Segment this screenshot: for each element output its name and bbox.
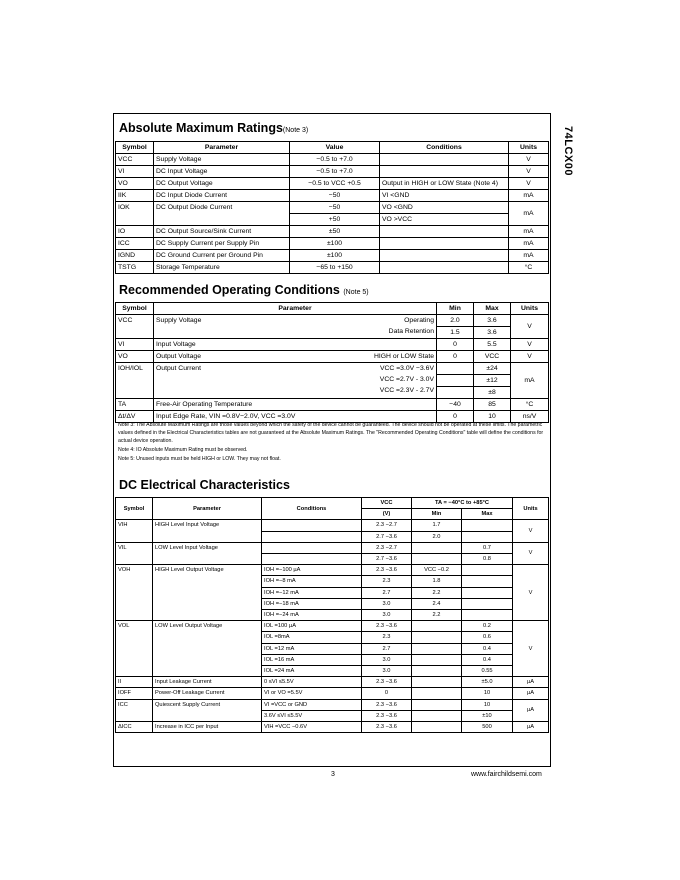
side-part-label: 74LCX00 <box>562 126 574 176</box>
table-cell: 0 <box>437 351 474 363</box>
table-cell: ±100 <box>290 250 380 262</box>
table-cell: 0.55 <box>462 666 513 677</box>
table-cell: mA <box>509 226 549 238</box>
notes <box>118 421 548 464</box>
table-row <box>116 363 549 375</box>
table-cell: VO >VCC <box>380 214 509 226</box>
table-cell: 0.7 <box>462 542 513 553</box>
table-header: Symbol <box>116 142 154 154</box>
table-cell: V <box>513 520 549 542</box>
dc-header: Parameter <box>153 498 262 520</box>
table-cell: 3.0 <box>362 666 412 677</box>
table-cell: IOL =24 mA <box>262 666 362 677</box>
dc-title: DC Electrical Characteristics <box>119 478 290 492</box>
table-cell: °C <box>511 399 549 411</box>
table-cell: V <box>513 621 549 677</box>
table-row <box>116 238 549 250</box>
table-cell: LOW Level Output Voltage <box>153 621 262 677</box>
table-cell: 2.3 −3.6 <box>362 722 412 733</box>
table-cell: mA <box>509 190 549 202</box>
table-cell <box>462 587 513 598</box>
table-cell: VO <box>116 178 154 190</box>
table-cell: 2.3 −3.6 <box>362 710 412 721</box>
note-4: Note 4: IO Absolute Maximum Rating must be observed. <box>118 447 248 453</box>
table-cell: 0.2 <box>462 621 513 632</box>
table-cell: IO <box>116 226 154 238</box>
table-cell <box>380 262 509 274</box>
amr-table <box>115 141 549 274</box>
table-cell: 500 <box>462 722 513 733</box>
table-cell: ±10 <box>462 710 513 721</box>
table-cell: VCC <box>474 351 511 363</box>
table-row <box>116 351 549 363</box>
table-header: Max <box>474 303 511 315</box>
table-cell: ±24 <box>474 363 511 375</box>
table-cell: µA <box>513 677 549 688</box>
table-cell: IGND <box>116 250 154 262</box>
table-cell <box>380 238 509 250</box>
table-cell <box>462 565 513 576</box>
table-cell: 2.7 −3.6 <box>362 531 412 542</box>
table-cell: 3.0 <box>362 654 412 665</box>
table-cell: 10 <box>462 688 513 699</box>
table-cell: 0 <box>362 688 412 699</box>
table-cell: 0.4 <box>462 654 513 665</box>
table-cell: VCC <box>116 154 154 166</box>
table-cell <box>462 520 513 531</box>
dc-header: TA = −40°C to +85°C <box>412 498 513 509</box>
table-cell: II <box>116 677 153 688</box>
table-cell: HIGH Level Input Voltage <box>153 520 262 542</box>
table-cell <box>412 621 462 632</box>
table-cell: Storage Temperature <box>154 262 290 274</box>
table-header: Value <box>290 142 380 154</box>
table-cell: −0.5 to +7.0 <box>290 166 380 178</box>
roc-title: Recommended Operating Conditions (Note 5) <box>119 283 369 297</box>
table-cell: °C <box>509 262 549 274</box>
table-header: Symbol <box>116 303 154 315</box>
table-header: Parameter <box>154 303 437 315</box>
table-cell: µA <box>513 688 549 699</box>
param-condition: HIGH or LOW State <box>373 353 434 360</box>
table-cell: ±50 <box>290 226 380 238</box>
table-cell <box>462 610 513 621</box>
table-cell: 3.6 <box>474 315 511 327</box>
table-cell <box>412 677 462 688</box>
table-cell: V <box>511 339 549 351</box>
dc-header: Max <box>462 509 513 520</box>
param-label: Input Edge Rate, VIN =0.8V−2.0V, VCC =3.0V <box>156 413 296 420</box>
table-cell: VIH <box>116 520 153 542</box>
table-cell: 3.0 <box>362 610 412 621</box>
table-row <box>116 154 549 166</box>
table-cell: ±100 <box>290 238 380 250</box>
table-row <box>116 339 549 351</box>
table-cell: IOH =−8 mA <box>262 576 362 587</box>
table-row <box>116 565 549 576</box>
table-cell <box>262 531 362 542</box>
table-cell: Supply Voltage <box>154 154 290 166</box>
amr-title: Absolute Maximum Ratings(Note 3) <box>119 121 309 135</box>
table-cell: V <box>513 565 549 621</box>
table-row <box>116 621 549 632</box>
table-cell: ns/V <box>511 411 549 423</box>
table-cell: VI <box>116 339 154 351</box>
table-cell <box>412 632 462 643</box>
table-row <box>116 262 549 274</box>
table-row <box>116 677 549 688</box>
table-row <box>116 178 549 190</box>
param-label: Output Voltage <box>156 353 201 360</box>
table-cell <box>380 166 509 178</box>
table-cell <box>437 387 474 399</box>
table-cell: 2.3 <box>362 576 412 587</box>
table-cell: −50 <box>290 190 380 202</box>
table-cell: mA <box>511 363 549 399</box>
table-row <box>116 520 549 531</box>
table-cell: VIH =VCC −0.6V <box>262 722 362 733</box>
table-cell <box>462 576 513 587</box>
table-cell: 3.6 <box>474 327 511 339</box>
page-number: 3 <box>331 771 335 778</box>
table-row <box>116 699 549 710</box>
table-cell: DC Output Voltage <box>154 178 290 190</box>
table-cell: IOL =8mA <box>262 632 362 643</box>
dc-header: Conditions <box>262 498 362 520</box>
table-cell: 3.6V ≤VI ≤5.5V <box>262 710 362 721</box>
dc-header: Units <box>513 498 549 520</box>
dc-header: Min <box>412 509 462 520</box>
table-header: Min <box>437 303 474 315</box>
param-label: Free-Air Operating Temperature <box>156 401 253 408</box>
table-cell <box>154 351 437 363</box>
table-cell: V <box>509 178 549 190</box>
table-cell <box>154 315 437 339</box>
table-cell: VOL <box>116 621 153 677</box>
roc-table <box>115 302 549 423</box>
table-cell: 85 <box>474 399 511 411</box>
table-cell: IOH =−18 mA <box>262 598 362 609</box>
table-cell: VIL <box>116 542 153 564</box>
param-condition: Operating <box>404 317 434 324</box>
table-cell: TA <box>116 399 154 411</box>
table-cell: 2.7 <box>362 643 412 654</box>
table-cell: DC Supply Current per Supply Pin <box>154 238 290 250</box>
table-row <box>116 166 549 178</box>
table-cell: 0 <box>437 411 474 423</box>
table-cell: ΔICC <box>116 722 153 733</box>
table-cell: µA <box>513 722 549 733</box>
dc-header: (V) <box>362 509 412 520</box>
note-3: Note 3: The Absolute Maximum Ratings are those values beyond which the safety of the device cannot be guaranteed. The device should not be operated at these limits. The parametric values defined in the Electrical Characteristics tables are not guaranteed at the Absolute Maximum Ratings. The "Recommended Operating Conditions" table will define the conditions for actual device operation. <box>118 422 544 444</box>
table-cell <box>412 542 462 553</box>
table-cell: IOH =−24 mA <box>262 610 362 621</box>
param-condition: VCC =3.0V −3.6V <box>379 365 434 372</box>
table-cell <box>262 554 362 565</box>
table-cell: V <box>509 166 549 178</box>
table-cell: IOK <box>116 202 154 226</box>
table-cell: V <box>511 351 549 363</box>
table-row <box>116 688 549 699</box>
table-cell: mA <box>509 250 549 262</box>
table-cell <box>412 654 462 665</box>
table-cell: VO <box>116 351 154 363</box>
table-cell: 0.4 <box>462 643 513 654</box>
table-cell <box>462 598 513 609</box>
table-cell: 2.2 <box>412 610 462 621</box>
table-cell: 2.7 <box>362 587 412 598</box>
table-cell <box>437 363 474 375</box>
footer-site: www.fairchildsemi.com <box>471 771 542 778</box>
table-cell: DC Output Diode Current <box>154 202 290 226</box>
table-cell <box>412 666 462 677</box>
table-cell: DC Input Voltage <box>154 166 290 178</box>
table-cell: VOH <box>116 565 153 621</box>
table-cell: IOL =12 mA <box>262 643 362 654</box>
table-cell <box>262 520 362 531</box>
note-5: Note 5: Unused inputs must be held HIGH or LOW. They may not float. <box>118 456 281 462</box>
table-cell: Power-Off Leakage Current <box>153 688 262 699</box>
table-cell: 2.4 <box>412 598 462 609</box>
table-cell: VCC −0.2 <box>412 565 462 576</box>
table-cell: ±12 <box>474 375 511 387</box>
table-cell: −65 to +150 <box>290 262 380 274</box>
table-cell: VI =VCC or GND <box>262 699 362 710</box>
table-cell: −0.5 to +7.0 <box>290 154 380 166</box>
table-cell: VI or VO =5.5V <box>262 688 362 699</box>
table-cell: Δt/ΔV <box>116 411 154 423</box>
table-cell <box>412 710 462 721</box>
table-cell: 2.0 <box>437 315 474 327</box>
table-cell: 2.3 −3.6 <box>362 699 412 710</box>
table-cell: 2.7 −3.6 <box>362 554 412 565</box>
table-cell: 0 <box>437 339 474 351</box>
table-cell: −40 <box>437 399 474 411</box>
dc-table <box>115 497 549 733</box>
table-cell: 2.3 <box>362 632 412 643</box>
table-cell <box>412 722 462 733</box>
table-cell: 10 <box>474 411 511 423</box>
table-cell: ICC <box>116 699 153 721</box>
table-cell <box>412 554 462 565</box>
table-cell <box>462 531 513 542</box>
table-row <box>116 315 549 327</box>
table-cell: TSTG <box>116 262 154 274</box>
table-cell: HIGH Level Output Voltage <box>153 565 262 621</box>
param-condition: Data Retention <box>388 328 434 335</box>
table-cell <box>154 399 437 411</box>
table-row <box>116 226 549 238</box>
table-row <box>116 202 549 214</box>
table-cell: V <box>511 315 549 339</box>
param-label: Supply Voltage <box>156 317 202 324</box>
table-cell <box>412 643 462 654</box>
table-row <box>116 399 549 411</box>
table-cell: IOL =16 mA <box>262 654 362 665</box>
table-header: Units <box>511 303 549 315</box>
table-cell: VI <box>116 166 154 178</box>
table-cell: Input Leakage Current <box>153 677 262 688</box>
table-cell: V <box>509 154 549 166</box>
table-row <box>116 250 549 262</box>
param-condition: VCC =2.3V - 2.7V <box>379 387 434 394</box>
table-cell: DC Output Source/Sink Current <box>154 226 290 238</box>
table-cell: 5.5 <box>474 339 511 351</box>
table-cell <box>154 339 437 351</box>
table-cell <box>154 363 437 399</box>
table-row <box>116 722 549 733</box>
table-cell: ±8 <box>474 387 511 399</box>
table-cell: 1.8 <box>412 576 462 587</box>
table-cell: µA <box>513 699 549 721</box>
table-cell <box>262 542 362 553</box>
table-cell: IOH =−12 mA <box>262 587 362 598</box>
table-cell: V <box>513 542 549 564</box>
table-cell <box>380 250 509 262</box>
table-cell: 2.2 <box>412 587 462 598</box>
table-cell <box>437 375 474 387</box>
table-cell: 0 ≤VI ≤5.5V <box>262 677 362 688</box>
table-cell: ±5.0 <box>462 677 513 688</box>
table-cell: DC Input Diode Current <box>154 190 290 202</box>
table-cell: 1.5 <box>437 327 474 339</box>
table-header: Parameter <box>154 142 290 154</box>
table-header: Conditions <box>380 142 509 154</box>
param-label: Input Voltage <box>156 341 196 348</box>
table-cell: 2.0 <box>412 531 462 542</box>
table-cell: VO <GND <box>380 202 509 214</box>
table-cell: VI <GND <box>380 190 509 202</box>
table-cell: ICC <box>116 238 154 250</box>
table-cell: 2.3 −2.7 <box>362 542 412 553</box>
table-cell: IOL =100 µA <box>262 621 362 632</box>
table-cell: Output in HIGH or LOW State (Note 4) <box>380 178 509 190</box>
table-row <box>116 542 549 553</box>
param-label: Output Current <box>156 365 201 372</box>
table-cell: Quiescent Supply Current <box>153 699 262 721</box>
table-row <box>116 190 549 202</box>
param-condition: VCC =2.7V - 3.0V <box>379 376 434 383</box>
table-cell: 0.8 <box>462 554 513 565</box>
table-cell: IIK <box>116 190 154 202</box>
table-cell: 2.3 −3.6 <box>362 565 412 576</box>
table-cell: Increase in ICC per Input <box>153 722 262 733</box>
table-cell: +50 <box>290 214 380 226</box>
table-cell: VCC <box>116 315 154 339</box>
table-cell: DC Ground Current per Ground Pin <box>154 250 290 262</box>
table-cell: IOFF <box>116 688 153 699</box>
table-cell <box>412 688 462 699</box>
table-cell: mA <box>509 202 549 226</box>
table-cell <box>380 154 509 166</box>
table-cell: IOH/IOL <box>116 363 154 399</box>
table-cell: −50 <box>290 202 380 214</box>
dc-header: VCC <box>362 498 412 509</box>
table-cell: IOH =−100 µA <box>262 565 362 576</box>
table-cell: 10 <box>462 699 513 710</box>
table-cell <box>380 226 509 238</box>
table-cell: −0.5 to VCC +0.5 <box>290 178 380 190</box>
dc-header: Symbol <box>116 498 153 520</box>
table-cell: 0.6 <box>462 632 513 643</box>
table-cell: mA <box>509 238 549 250</box>
table-cell: 1.7 <box>412 520 462 531</box>
table-cell: LOW Level Input Voltage <box>153 542 262 564</box>
table-cell: 2.3 −2.7 <box>362 520 412 531</box>
table-cell <box>412 699 462 710</box>
table-header: Units <box>509 142 549 154</box>
table-cell: 3.0 <box>362 598 412 609</box>
table-cell: 2.3 −3.6 <box>362 621 412 632</box>
table-cell: 2.3 −3.6 <box>362 677 412 688</box>
